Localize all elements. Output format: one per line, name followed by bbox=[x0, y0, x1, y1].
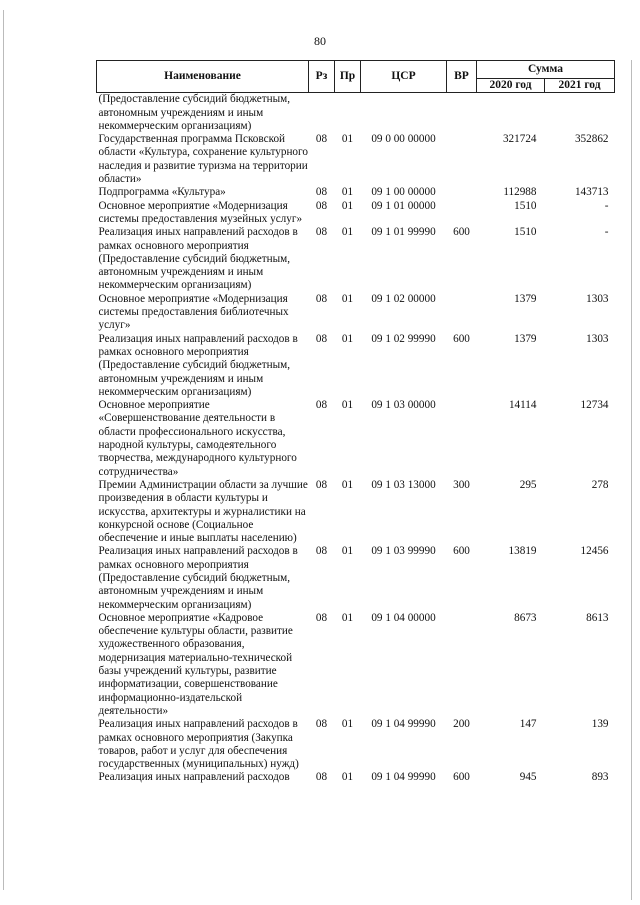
scan-edge-right bbox=[631, 60, 632, 900]
header-csr: ЦСР bbox=[361, 61, 447, 93]
cell-pr: 01 bbox=[341, 771, 354, 784]
cell-rz: 08 bbox=[315, 292, 328, 305]
table-row bbox=[97, 718, 615, 771]
table-row bbox=[97, 200, 615, 227]
cell-sum-2020: 1510 bbox=[514, 226, 537, 239]
cell-rz: 08 bbox=[315, 545, 328, 558]
cell-pr: 01 bbox=[341, 399, 354, 412]
page-number: 80 bbox=[314, 34, 326, 48]
cell-vr bbox=[447, 293, 477, 333]
cell-name: Государственная программа Псковской области «Культура, сохранение культурного наследия и развитие туризма на территории области» bbox=[98, 133, 308, 186]
cell-csr: 09 1 04 99990 bbox=[371, 771, 436, 784]
cell-pr: 01 bbox=[341, 545, 354, 558]
scan-edge-left bbox=[3, 10, 4, 890]
cell-sum-2020: 1510 bbox=[514, 199, 537, 212]
table-body bbox=[97, 93, 615, 785]
cell-rz: 08 bbox=[315, 186, 328, 199]
cell-name: Реализация иных направлений расходов в рамках основного мероприятия (Предоставление субсидий бюджетным, автономным учреждениям и иным некоммерческим организациям) bbox=[98, 545, 298, 611]
header-rz: Рз bbox=[309, 61, 335, 93]
cell-sum-2020: 945 bbox=[519, 771, 537, 784]
table-row bbox=[97, 226, 615, 292]
cell-vr bbox=[447, 93, 477, 133]
cell-rz: 08 bbox=[315, 478, 328, 491]
cell-vr bbox=[447, 186, 477, 199]
cell-sum-2020: 295 bbox=[519, 478, 537, 491]
header-year-2020: 2020 год bbox=[477, 79, 545, 93]
cell-csr: 09 1 04 00000 bbox=[371, 611, 436, 624]
cell-pr: 01 bbox=[341, 332, 354, 345]
table-row bbox=[97, 133, 615, 186]
cell-name: Подпрограмма «Культура» bbox=[98, 186, 226, 199]
cell-sum-2021: - bbox=[604, 199, 609, 212]
table-row bbox=[97, 612, 615, 718]
cell-name: Основное мероприятие «Совершенствование деятельности в области профессионального искусства, народной культуры, самодеятельного творчества, международного культурного сотрудничества» bbox=[98, 399, 297, 478]
cell-sum-2021 bbox=[545, 93, 615, 133]
cell-sum-2021: 278 bbox=[591, 478, 609, 491]
cell-rz bbox=[309, 93, 335, 133]
cell-csr bbox=[361, 93, 447, 133]
table-row bbox=[97, 545, 615, 611]
table-row bbox=[97, 93, 615, 133]
cell-csr: 09 1 02 99990 bbox=[371, 332, 436, 345]
cell-rz: 08 bbox=[315, 611, 328, 624]
cell-sum-2020: 321724 bbox=[502, 133, 537, 146]
cell-sum-2021: 12456 bbox=[580, 545, 609, 558]
cell-rz: 08 bbox=[315, 199, 328, 212]
cell-vr bbox=[447, 612, 477, 718]
cell-rz: 08 bbox=[315, 771, 328, 784]
cell-sum-2020: 8673 bbox=[514, 611, 537, 624]
cell-vr bbox=[447, 133, 477, 186]
cell-sum-2021: 12734 bbox=[580, 399, 609, 412]
cell-csr: 09 1 03 00000 bbox=[371, 399, 436, 412]
cell-pr: 01 bbox=[341, 226, 354, 239]
cell-sum-2021: 1303 bbox=[586, 332, 609, 345]
cell-vr: 600 bbox=[453, 226, 470, 239]
table-row bbox=[97, 479, 615, 545]
cell-sum-2020: 13819 bbox=[508, 545, 537, 558]
cell-sum-2021: 139 bbox=[591, 718, 609, 731]
cell-sum-2021: 352862 bbox=[574, 133, 609, 146]
cell-sum-2021: 143713 bbox=[574, 186, 609, 199]
cell-sum-2020: 112988 bbox=[503, 186, 537, 199]
header-pr: Пр bbox=[335, 61, 361, 93]
cell-sum-2020: 1379 bbox=[514, 292, 537, 305]
cell-name: Премии Администрации области за лучшие произведения в области культуры и искусства, архитектуры и журналистики на конкурсной основе (Социальное обеспечение и иные выплаты населению) bbox=[98, 478, 308, 545]
budget-table bbox=[96, 60, 615, 785]
table-row bbox=[97, 333, 615, 399]
cell-name: Основное мероприятие «Кадровое обеспечение культуры области, развитие художественного образования, модернизация материально-технической базы учреждений культуры, развитие информатизации, совершенствование информационно-издательской деятельности» bbox=[98, 611, 293, 717]
cell-vr bbox=[447, 399, 477, 479]
cell-csr: 09 1 00 00000 bbox=[371, 186, 436, 199]
cell-sum-2021: 1303 bbox=[586, 292, 609, 305]
cell-name: Реализация иных направлений расходов в рамках основного мероприятия (Предоставление субсидий бюджетным, автономным учреждениям и иным некоммерческим организациям) bbox=[98, 332, 298, 398]
cell-sum-2021: 8613 bbox=[586, 611, 609, 624]
cell-csr: 09 1 03 13000 bbox=[371, 478, 436, 491]
cell-name: (Предоставление субсидий бюджетным, автономным учреждениям и иным некоммерческим организациям) bbox=[98, 93, 291, 132]
cell-pr bbox=[335, 93, 361, 133]
cell-vr: 300 bbox=[453, 478, 470, 491]
cell-rz: 08 bbox=[315, 718, 328, 731]
cell-name: Реализация иных направлений расходов в рамках основного мероприятия (Предоставление субсидий бюджетным, автономным учреждениям и иным некоммерческим организациям) bbox=[98, 226, 298, 292]
cell-pr: 01 bbox=[341, 186, 354, 199]
cell-csr: 09 1 02 00000 bbox=[371, 292, 436, 305]
cell-rz: 08 bbox=[315, 133, 328, 146]
table-row bbox=[97, 186, 615, 199]
cell-rz: 08 bbox=[315, 399, 328, 412]
header-sum: Сумма bbox=[477, 61, 615, 79]
cell-pr: 01 bbox=[341, 133, 354, 146]
cell-csr: 09 1 01 00000 bbox=[371, 199, 436, 212]
cell-csr: 09 1 04 99990 bbox=[371, 718, 436, 731]
header-vr: ВР bbox=[447, 61, 477, 93]
table-row bbox=[97, 399, 615, 479]
cell-pr: 01 bbox=[341, 611, 354, 624]
cell-sum-2020: 14114 bbox=[508, 399, 537, 412]
cell-rz: 08 bbox=[315, 332, 328, 345]
cell-name: Основное мероприятие «Модернизация системы предоставления библиотечных услуг» bbox=[98, 292, 289, 332]
cell-csr: 09 0 00 00000 bbox=[371, 133, 436, 146]
cell-vr: 200 bbox=[453, 718, 470, 731]
cell-name: Основное мероприятие «Модернизация системы предоставления музейных услуг» bbox=[98, 199, 303, 225]
header-year-2021: 2021 год bbox=[545, 79, 615, 93]
cell-name: Реализация иных направлений расходов bbox=[98, 771, 290, 784]
cell-vr: 600 bbox=[453, 332, 470, 345]
cell-sum-2021: 893 bbox=[591, 771, 609, 784]
cell-vr bbox=[447, 200, 477, 227]
header-name: Наименование bbox=[97, 61, 309, 93]
cell-csr: 09 1 01 99990 bbox=[371, 226, 436, 239]
cell-sum-2021: - bbox=[604, 226, 609, 239]
table-row bbox=[97, 293, 615, 333]
cell-rz: 08 bbox=[315, 226, 328, 239]
cell-name: Реализация иных направлений расходов в рамках основного мероприятия (Закупка товаров, работ и услуг для обеспечения государственных (муниципальных) нужд) bbox=[98, 718, 299, 771]
table-row bbox=[97, 771, 615, 784]
cell-vr: 600 bbox=[453, 545, 470, 558]
cell-pr: 01 bbox=[341, 478, 354, 491]
cell-sum-2020 bbox=[477, 93, 545, 133]
cell-pr: 01 bbox=[341, 199, 354, 212]
cell-pr: 01 bbox=[341, 292, 354, 305]
cell-sum-2020: 147 bbox=[519, 718, 537, 731]
cell-pr: 01 bbox=[341, 718, 354, 731]
cell-sum-2020: 1379 bbox=[514, 332, 537, 345]
cell-csr: 09 1 03 99990 bbox=[371, 545, 436, 558]
header-row bbox=[97, 61, 615, 79]
cell-vr: 600 bbox=[453, 771, 470, 784]
